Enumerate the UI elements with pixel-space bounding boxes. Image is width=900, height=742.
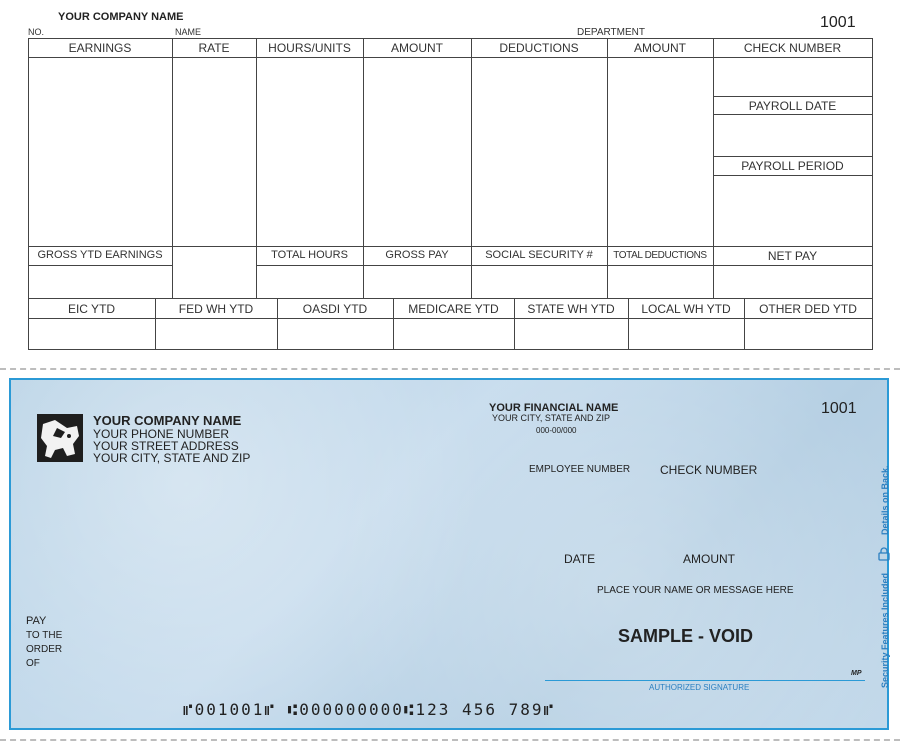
signature-line [545,680,865,681]
details-on-back-text: Details on Back. [880,465,890,535]
check-phone: YOUR PHONE NUMBER [93,427,230,441]
routing-fraction: 000-00/000 [536,426,577,435]
label-total-hours: TOTAL HOURS [271,249,348,261]
amount-label: AMOUNT [683,552,735,566]
stub-company-name: YOUR COMPANY NAME [58,11,184,23]
security-features-text: Security Features Included [880,572,890,688]
check-street: YOUR STREET ADDRESS [93,439,239,453]
label-social-security: SOCIAL SECURITY # [485,249,593,261]
label-payroll-period: PAYROLL PERIOD [741,159,844,173]
label-other-ded-ytd: OTHER DED YTD [759,302,857,316]
perforation-bottom [0,739,900,741]
header-rate: RATE [198,41,230,55]
label-payroll-date: PAYROLL DATE [748,99,837,113]
mp-mark: MP [851,670,862,677]
label-gross-pay: GROSS PAY [385,249,449,261]
check-number-label: CHECK NUMBER [660,463,758,477]
check-city: YOUR CITY, STATE AND ZIP [93,451,251,465]
company-logo-icon [37,414,83,462]
header-earnings: EARNINGS [68,41,132,55]
message-line: PLACE YOUR NAME OR MESSAGE HERE [597,585,794,596]
lock-icon [878,547,890,561]
check-company-name: YOUR COMPANY NAME [93,413,242,428]
stub-name-label: NAME [175,27,202,37]
pay-line-2: TO THE [26,630,63,641]
pay-line-1: PAY [26,615,47,627]
header-amount: AMOUNT [391,41,443,55]
perforation-top [0,368,900,370]
label-net-pay: NET PAY [767,249,818,263]
void-text: SAMPLE - VOID [618,626,754,646]
date-label: DATE [564,552,596,566]
header-deduction-amount: AMOUNT [634,41,686,55]
label-state-wh-ytd: STATE WH YTD [527,302,615,316]
bank-city: YOUR CITY, STATE AND ZIP [492,413,611,423]
check-body [9,378,889,730]
header-check-number: CHECK NUMBER [743,41,842,55]
stub-no-label: NO. [28,27,45,37]
micr-line: ⑈001001⑈ ⑆000000000⑆123 456 789⑈ [183,700,556,719]
label-medicare-ytd: MEDICARE YTD [408,302,499,316]
header-deductions: DEDUCTIONS [499,41,579,55]
pay-line-4: OF [26,658,40,669]
check-number-top: 1001 [821,400,857,417]
label-local-wh-ytd: LOCAL WH YTD [641,302,731,316]
header-hours-units: HOURS/UNITS [268,41,351,55]
label-eic-ytd: EIC YTD [67,302,116,316]
employee-number-label: EMPLOYEE NUMBER [529,464,631,475]
label-total-deductions: TOTAL DEDUCTIONS [613,250,707,261]
stub-check-number: 1001 [820,14,856,31]
pay-line-3: ORDER [26,644,63,655]
label-oasdi-ytd: OASDI YTD [302,302,368,316]
label-gross-ytd-earnings: GROSS YTD EARNINGS [37,249,163,261]
signature-label: AUTHORIZED SIGNATURE [649,683,750,692]
stub-department-label: DEPARTMENT [577,27,645,38]
label-fed-wh-ytd: FED WH YTD [178,302,254,316]
bank-name: YOUR FINANCIAL NAME [489,402,619,414]
